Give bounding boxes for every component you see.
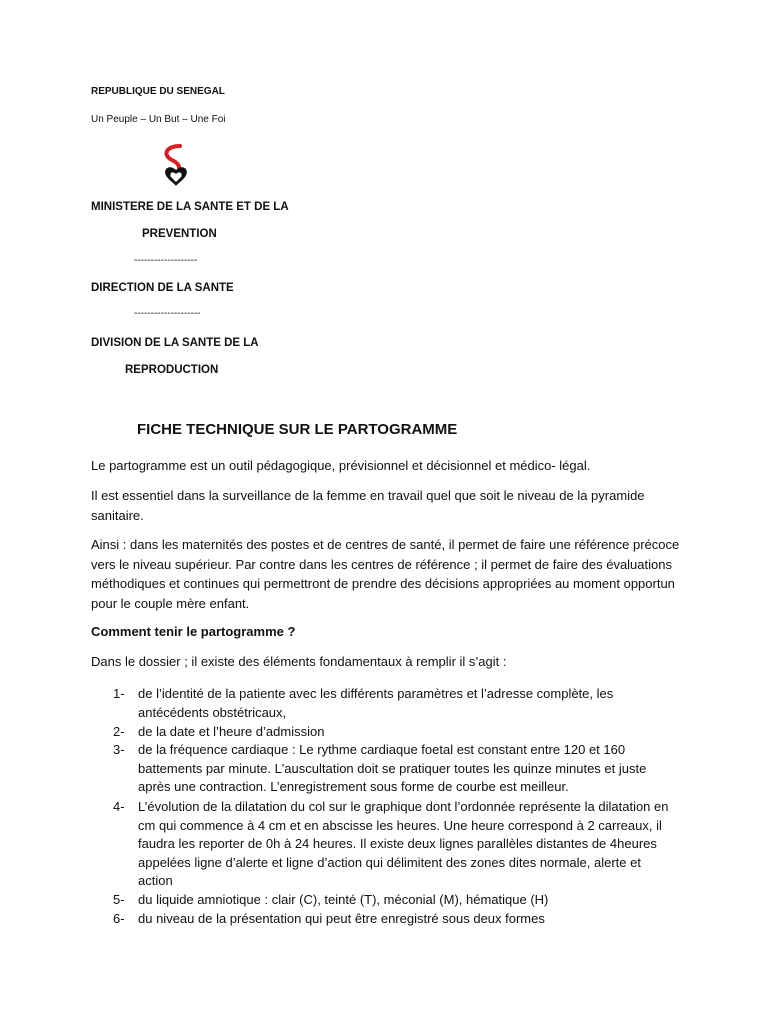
separator-1: ------------------- xyxy=(134,255,198,266)
list-text: de la fréquence cardiaque : Le rythme cardiaque foetal est constant entre 120 et 160 battements par minute. L'auscultation doit se pratiquer toutes les quinze minutes et juste après une contraction. L’enregistrement sous forme de courbe est meilleur. xyxy=(138,742,647,795)
ministry-logo-icon xyxy=(156,143,196,189)
page-title: FICHE TECHNIQUE SUR LE PARTOGRAMME xyxy=(137,421,458,438)
list-number: 3- xyxy=(113,742,125,757)
list-item xyxy=(113,798,678,891)
paragraph-3: Ainsi : dans les maternités des postes et de centres de santé, il permet de faire une référence précoce vers le niveau supérieur. Par contre dans les centres de référence ; il permet de faire des évaluations méthodiques et continues qui permettront de prendre des décisions appropriées au moment opportun pour le couple mère enfant. xyxy=(91,537,680,611)
country-name: REPUBLIQUE DU SENEGAL xyxy=(91,86,225,97)
list-item xyxy=(113,891,678,910)
direction-name: DIRECTION DE LA SANTE xyxy=(91,282,234,294)
list-text: L’évolution de la dilatation du col sur le graphique dont l’ordonnée représente la dilatation en cm qui commence à 4 cm et en abscisse les heures. Une heure correspond à 2 carreaux, il faudra les reporter de 0h à 24 heures. Il existe deux lignes parallèles distantes de 4heures appelées ligne d’alerte et ligne d’action qui délimitent des zones dites normale, alerte et action xyxy=(138,799,669,889)
list-number: 6- xyxy=(113,911,125,926)
list-item xyxy=(113,910,678,929)
list-text: de l’identité de la patiente avec les différents paramètres et l’adresse complète, les antécédents obstétricaux, xyxy=(138,686,614,720)
list-item xyxy=(113,685,678,722)
separator-2: -------------------- xyxy=(134,308,201,319)
list-item xyxy=(113,723,678,742)
list-text: du niveau de la présentation qui peut être enregistré sous deux formes xyxy=(138,911,545,926)
list-text: du liquide amniotique : clair (C), teinté (T), méconial (M), hématique (H) xyxy=(138,892,549,907)
ministry-line-2: PREVENTION xyxy=(142,228,217,240)
list-number: 2- xyxy=(113,724,125,739)
paragraph-2: Il est essentiel dans la surveillance de la femme en travail quel que soit le niveau de la pyramide sanitaire. xyxy=(91,488,645,523)
list-number: 5- xyxy=(113,892,125,907)
subheading: Comment tenir le partogramme ? xyxy=(91,624,296,639)
national-motto: Un Peuple – Un But – Une Foi xyxy=(91,114,226,125)
intro-text: Dans le dossier ; il existe des éléments fondamentaux à remplir il s’agit : xyxy=(91,654,507,669)
list-number: 1- xyxy=(113,686,125,701)
list-text: de la date et l’heure d’admission xyxy=(138,724,325,739)
list-number: 4- xyxy=(113,799,125,814)
ministry-line-1: MINISTERE DE LA SANTE ET DE LA xyxy=(91,201,289,213)
list-item xyxy=(113,741,678,797)
paragraph-1: Le partogramme est un outil pédagogique, prévisionnel et décisionnel et médico- légal. xyxy=(91,458,591,473)
division-line-1: DIVISION DE LA SANTE DE LA xyxy=(91,337,259,349)
division-line-2: REPRODUCTION xyxy=(125,364,219,376)
